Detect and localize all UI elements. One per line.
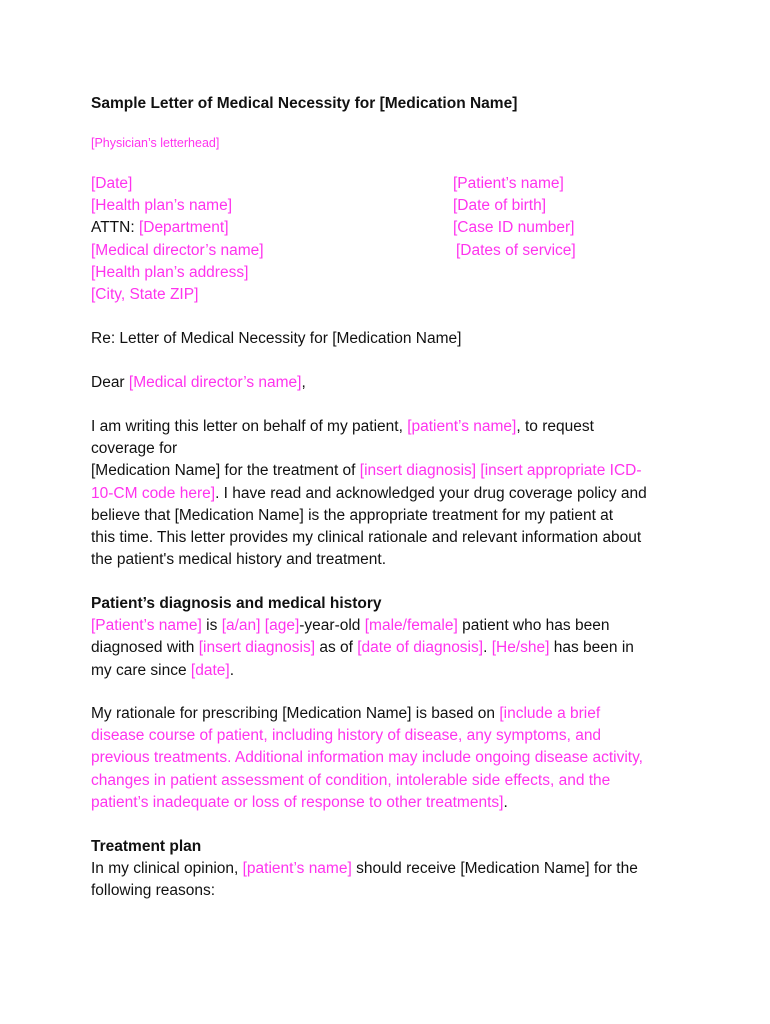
city-state-zip-placeholder: [City, State ZIP] (91, 285, 199, 303)
treatment-line-1 (91, 858, 691, 880)
physician-letterhead-placeholder: [Physician’s letterhead] (91, 136, 220, 150)
age-placeholder: [age] (264, 617, 300, 635)
rationale-text: My rationale for prescribing [Medication Name] is based on (91, 705, 500, 722)
intro-text: I am writing this letter on behalf of my patient, (91, 418, 408, 435)
pronoun-placeholder: [He/she] (491, 639, 550, 657)
intro-paragraph (91, 416, 691, 571)
intro-line-7: the patient's medical history and treatment. (91, 551, 387, 569)
diagnosis-line-2 (91, 637, 691, 659)
attn-label: ATTN: (91, 219, 139, 237)
treatment-plan-section (91, 836, 691, 903)
rationale-line-2: disease course of patient, including history of disease, any symptoms, and (91, 727, 602, 745)
rationale-paragraph (91, 703, 691, 814)
patient-name-placeholder: [Patient’s name] (453, 175, 564, 192)
intro-text: , to request (516, 418, 594, 435)
diagnosis-line-1 (91, 615, 691, 637)
intro-text: [Medication Name] for the treatment of (91, 462, 360, 480)
diagnosis-line-3 (91, 660, 691, 682)
diagnosis-text: patient who has been (457, 617, 610, 635)
intro-line-5: believe that [Medication Name] is the appropriate treatment for my patient at (91, 506, 614, 524)
salutation-director-placeholder: [Medical director’s name] (128, 374, 302, 391)
diagnosis-text: has been in (549, 639, 634, 657)
date-of-diagnosis-placeholder: [date of diagnosis] (357, 639, 484, 657)
care-since-date-placeholder: [date] (190, 661, 230, 679)
rationale-placeholder: [include a brief (499, 705, 601, 722)
patient-name-placeholder: [patient’s name] (242, 860, 352, 878)
rationale-line-4: changes in patient assessment of condition, intolerable side effects, and the (91, 771, 611, 789)
treatment-text: In my clinical opinion, (91, 860, 243, 878)
salutation-block (91, 372, 691, 394)
salutation-dear: Dear (91, 374, 129, 391)
intro-line-2: coverage for (91, 440, 178, 458)
sex-placeholder: [male/female] (364, 617, 458, 635)
diagnosis-code-placeholder: 10-CM code here] (91, 484, 216, 502)
attn-line (91, 217, 264, 239)
rationale-placeholder: patient’s inadequate or loss of response to other treatments] (91, 793, 504, 811)
intro-text: . I have read and acknowledged your drug coverage policy and (215, 484, 647, 502)
intro-line-6: this time. This letter provides my clinical rationale and relevant information about (91, 528, 642, 546)
diagnosis-text: is (201, 617, 222, 635)
salutation (91, 372, 691, 394)
date-of-birth-placeholder: [Date of birth] (453, 197, 547, 215)
diagnosis-text: . (483, 639, 492, 657)
intro-line-4 (91, 483, 691, 505)
intro-line-1 (91, 416, 691, 438)
letter-title: Sample Letter of Medical Necessity for [Medication Name] (91, 95, 518, 112)
treatment-text: should receive [Medication Name] for the (351, 860, 638, 878)
diagnosis-text: -year-old (299, 617, 365, 635)
recipient-address-block (91, 173, 264, 306)
patient-info-block (453, 173, 576, 262)
rationale-line-3: previous treatments. Additional information may include ongoing disease activity, (91, 749, 643, 767)
patient-name-placeholder: [patient’s name] (407, 418, 517, 435)
diagnosis-text: as of (315, 639, 358, 657)
treatment-line-2: following reasons: (91, 882, 216, 900)
diagnosis-code-placeholder: [insert diagnosis] [insert appropriate ICD- (359, 462, 642, 480)
diagnosis-text: my care since (91, 661, 191, 679)
department-placeholder: [Department] (138, 219, 229, 237)
diagnosis-heading: Patient’s diagnosis and medical history (91, 595, 382, 612)
rationale-line-5 (91, 792, 691, 814)
article-placeholder: [a/an] (221, 617, 261, 635)
medical-director-name-placeholder: [Medical director’s name] (91, 241, 264, 259)
diagnosis-text: . (229, 661, 235, 679)
diagnosis-section (91, 593, 691, 682)
case-id-placeholder: [Case ID number] (453, 219, 575, 237)
rationale-line-1 (91, 703, 691, 725)
date-placeholder: [Date] (91, 175, 133, 192)
re-line-block (91, 328, 691, 350)
treatment-plan-heading: Treatment plan (91, 838, 202, 855)
diagnosis-placeholder: [insert diagnosis] (198, 639, 316, 657)
intro-line-3 (91, 460, 691, 482)
diagnosis-text: diagnosed with (91, 639, 199, 657)
re-line: Re: Letter of Medical Necessity for [Medication Name] (91, 330, 462, 347)
rationale-text: . (503, 793, 508, 811)
health-plan-address-placeholder: [Health plan’s address] (91, 263, 249, 281)
dates-of-service-placeholder: [Dates of service] (456, 241, 576, 259)
salutation-comma: , (301, 374, 306, 391)
health-plan-name-placeholder: [Health plan’s name] (91, 197, 233, 215)
patient-name-placeholder: [Patient’s name] (91, 617, 202, 635)
